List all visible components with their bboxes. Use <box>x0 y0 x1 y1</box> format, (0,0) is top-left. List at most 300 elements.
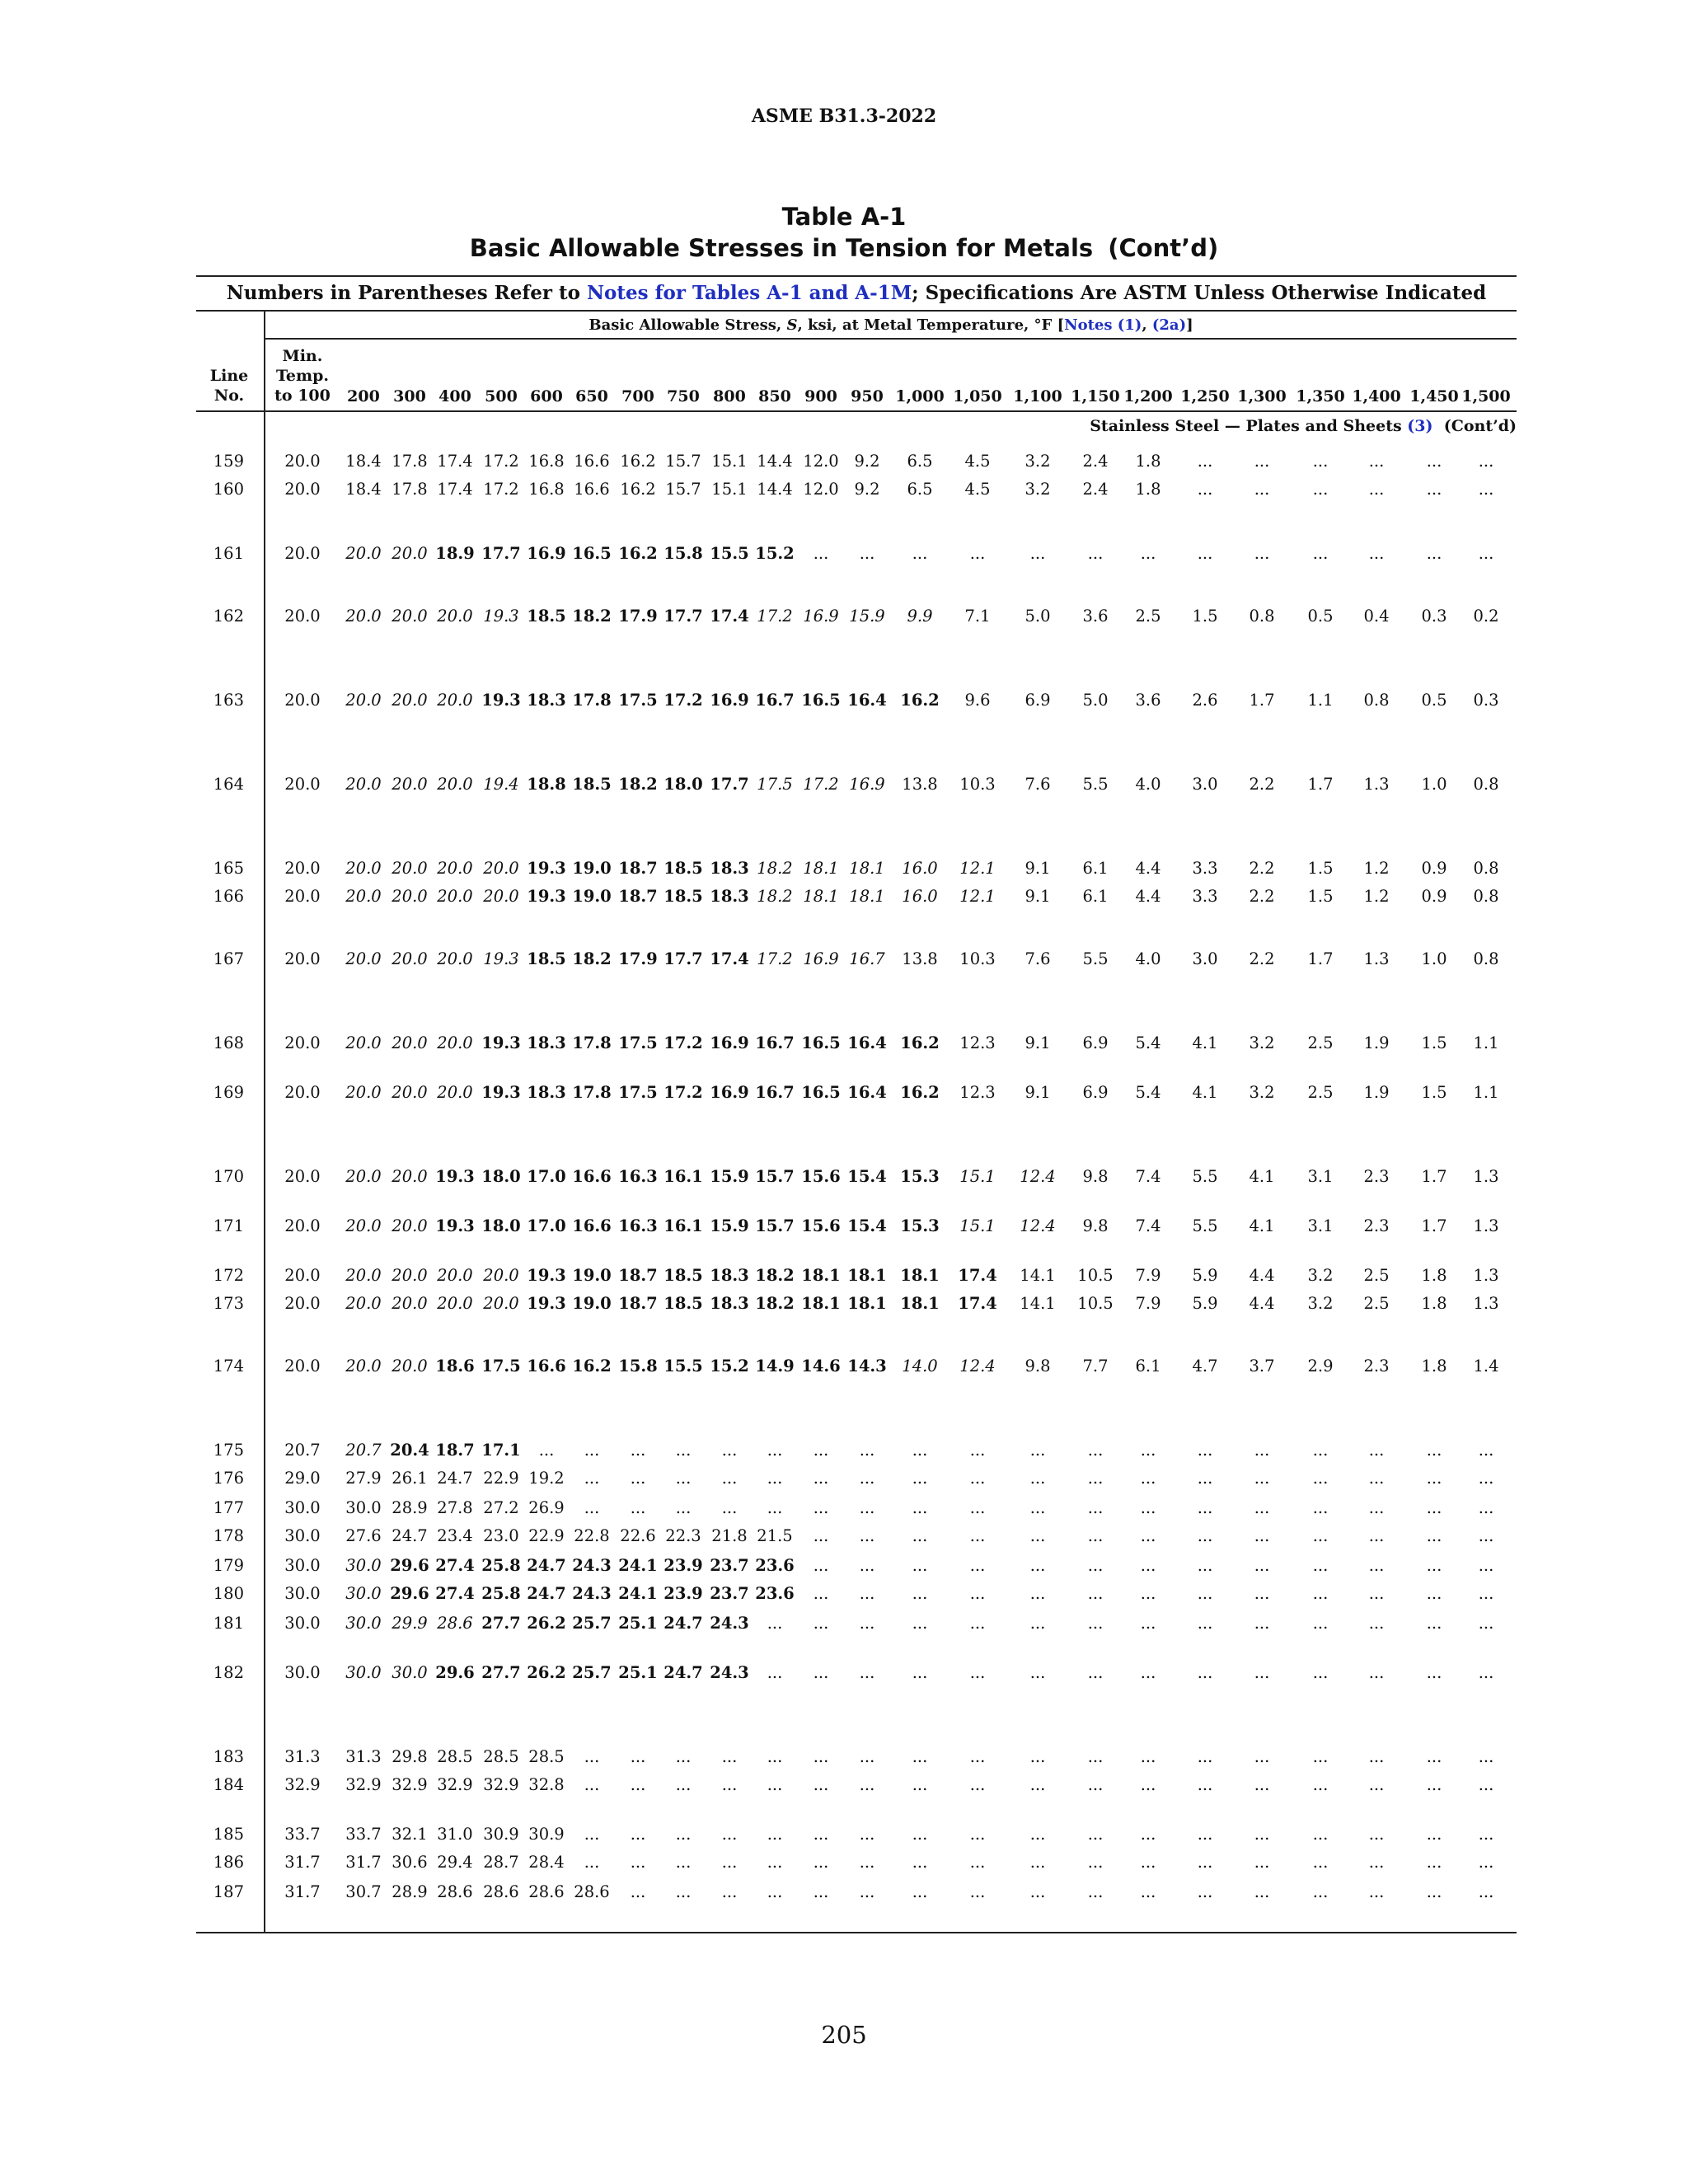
stress-value: 17.7 <box>663 949 703 968</box>
stress-value: 17.7 <box>710 775 749 794</box>
stress-value: ... <box>1029 1556 1046 1575</box>
stress-value: 0.5 <box>1421 691 1447 710</box>
stress-value: 12.4 <box>959 1357 996 1376</box>
stress-value: ... <box>1426 1747 1442 1766</box>
stress-value: 18.9 <box>435 544 475 563</box>
stress-value: 0.8 <box>1473 949 1499 968</box>
stress-value: 24.7 <box>527 1556 566 1575</box>
stress-value: ... <box>912 1526 928 1545</box>
stress-value: 15.5 <box>710 544 749 563</box>
stress-value: 17.5 <box>618 1083 658 1102</box>
note-1-link[interactable]: Notes (1) <box>1064 316 1142 334</box>
stress-value: 26.2 <box>527 1614 566 1633</box>
stress-value: ... <box>1140 1663 1156 1682</box>
stress-value: ... <box>1140 1498 1156 1517</box>
stress-value: ... <box>813 1747 829 1766</box>
min-temp-value: 30.0 <box>284 1584 321 1603</box>
temp-column-header: 1,050 <box>953 387 1002 405</box>
stress-value: 15.6 <box>801 1216 841 1235</box>
stress-value: ... <box>813 1614 829 1633</box>
stress-value: 0.8 <box>1363 691 1390 710</box>
stress-value: 3.2 <box>1025 452 1051 471</box>
stress-value: 20.0 <box>437 887 473 906</box>
stress-value: ... <box>1029 1469 1046 1488</box>
stress-value: 1.3 <box>1473 1294 1499 1313</box>
stress-value: 24.7 <box>392 1526 428 1545</box>
stress-value: 15.3 <box>900 1167 940 1186</box>
stress-value: ... <box>1478 1469 1494 1488</box>
stress-value: 32.9 <box>483 1775 519 1794</box>
stress-value: 3.0 <box>1192 949 1218 968</box>
stress-value: 23.4 <box>437 1526 473 1545</box>
stress-value: ... <box>912 1775 928 1794</box>
stress-value: ... <box>1478 452 1494 471</box>
stress-value: 20.0 <box>392 887 428 906</box>
stress-value: 14.4 <box>757 480 793 499</box>
stress-value: ... <box>1254 1747 1270 1766</box>
stress-value: ... <box>1312 1663 1329 1682</box>
stress-value: 18.2 <box>572 949 612 968</box>
stress-value: 17.5 <box>757 775 793 794</box>
stress-value: 14.1 <box>1020 1266 1056 1285</box>
stress-value: ... <box>1140 1584 1156 1603</box>
stress-value: 26.1 <box>392 1469 428 1488</box>
stress-value: 20.0 <box>345 544 382 563</box>
stress-value: 16.2 <box>572 1357 612 1376</box>
stress-value: 10.3 <box>959 949 996 968</box>
stress-value: 16.2 <box>618 544 658 563</box>
stress-value: 29.6 <box>390 1584 429 1603</box>
stress-value: ... <box>813 1526 829 1545</box>
stress-value: ... <box>1426 1614 1442 1633</box>
stress-value: ... <box>630 1775 646 1794</box>
stress-value: 0.5 <box>1307 607 1334 626</box>
stress-value: 28.5 <box>528 1747 565 1766</box>
stress-value: 22.8 <box>574 1526 610 1545</box>
stress-value: 32.9 <box>392 1775 428 1794</box>
stress-value: 15.5 <box>663 1357 703 1376</box>
stress-value: 28.5 <box>483 1747 519 1766</box>
stress-value: ... <box>675 1825 692 1844</box>
line-number: 160 <box>213 480 244 499</box>
page-number: 205 <box>821 2021 867 2049</box>
stress-value: 18.3 <box>710 887 749 906</box>
stress-value: 4.1 <box>1192 1033 1218 1052</box>
stress-value: ... <box>1478 1825 1494 1844</box>
line-number-column-header <box>196 366 262 405</box>
stress-value: ... <box>813 1498 829 1517</box>
stress-value: 1.5 <box>1421 1083 1447 1102</box>
stress-value: 15.4 <box>847 1216 887 1235</box>
min-temp-value: 20.0 <box>284 1266 321 1285</box>
stress-value: 2.3 <box>1363 1167 1390 1186</box>
stress-value: 16.7 <box>755 691 795 710</box>
stress-value: 27.4 <box>435 1556 475 1575</box>
stress-value: 12.0 <box>803 480 839 499</box>
stress-value: 20.0 <box>345 1357 382 1376</box>
stress-value: ... <box>859 1584 875 1603</box>
stress-value: ... <box>1254 1526 1270 1545</box>
stress-value: 16.6 <box>574 452 610 471</box>
stress-value: 28.9 <box>392 1882 428 1901</box>
stress-value: ... <box>1312 1556 1329 1575</box>
stress-value: ... <box>1140 1556 1156 1575</box>
stress-value: 27.2 <box>483 1498 519 1517</box>
stress-value: ... <box>767 1825 783 1844</box>
stress-value: 1.7 <box>1421 1216 1447 1235</box>
line-number: 174 <box>213 1357 244 1376</box>
min-temp-value: 20.0 <box>284 1167 321 1186</box>
subheading-rule <box>196 310 1517 312</box>
stress-value: 7.9 <box>1135 1266 1161 1285</box>
stress-value: ... <box>969 1663 986 1682</box>
stress-value: 2.5 <box>1363 1266 1390 1285</box>
stress-value: 20.0 <box>345 949 382 968</box>
stress-value: 20.0 <box>392 775 428 794</box>
stress-value: 3.2 <box>1249 1083 1275 1102</box>
note-3-link[interactable]: (3) <box>1407 417 1433 435</box>
stress-value: ... <box>969 1556 986 1575</box>
stress-value: 19.3 <box>527 1266 566 1285</box>
temp-column-header: 700 <box>621 387 654 405</box>
stress-value: ... <box>1426 1556 1442 1575</box>
stress-value: 17.5 <box>618 691 658 710</box>
stress-value: 19.0 <box>572 887 612 906</box>
temp-column-header: 1,350 <box>1296 387 1345 405</box>
stress-value: 5.5 <box>1192 1216 1218 1235</box>
stress-value: 24.3 <box>572 1584 612 1603</box>
stress-value: 28.5 <box>437 1747 473 1766</box>
line-number: 164 <box>213 775 244 794</box>
min-temp-value: 20.0 <box>284 887 321 906</box>
stress-value: ... <box>1087 1469 1104 1488</box>
stress-value: ... <box>1254 1775 1270 1794</box>
stress-value: ... <box>1426 1853 1442 1872</box>
stress-value: ... <box>859 1663 875 1682</box>
stress-value: ... <box>912 1853 928 1872</box>
stress-value: ... <box>1087 1526 1104 1545</box>
stress-value: ... <box>912 1584 928 1603</box>
stress-value: 30.9 <box>483 1825 519 1844</box>
stress-value: 15.7 <box>755 1216 795 1235</box>
min-temp-header-line1: Min. <box>282 347 323 365</box>
stress-value: ... <box>1197 1526 1213 1545</box>
stress-value: 14.9 <box>755 1357 795 1376</box>
subheading-suffix: ; Specifications Are ASTM Unless Otherwise Indicated <box>912 282 1487 304</box>
stress-value: ... <box>1312 1775 1329 1794</box>
stress-value: 15.8 <box>663 544 703 563</box>
stress-value: ... <box>721 1747 738 1766</box>
header-bottom-rule <box>196 410 1517 412</box>
stress-value: ... <box>1029 1441 1046 1460</box>
stress-value: ... <box>721 1882 738 1901</box>
stress-value: 19.2 <box>528 1469 565 1488</box>
temp-column-header: 1,250 <box>1180 387 1230 405</box>
stress-value: 19.3 <box>527 1294 566 1313</box>
stress-value: ... <box>767 1663 783 1682</box>
stress-value: ... <box>1312 480 1329 499</box>
stress-value: 14.0 <box>902 1357 938 1376</box>
stress-value: 16.1 <box>663 1167 703 1186</box>
stress-value: 17.2 <box>757 607 793 626</box>
min-temp-value: 31.7 <box>284 1882 321 1901</box>
stress-value: 24.1 <box>618 1584 658 1603</box>
line-number: 177 <box>213 1498 244 1517</box>
stress-value: 18.5 <box>663 1294 703 1313</box>
stress-value: 30.0 <box>345 1556 382 1575</box>
stress-value: 13.8 <box>902 949 938 968</box>
stress-value: 17.8 <box>392 480 428 499</box>
stress-value: 21.8 <box>711 1526 748 1545</box>
stress-value: 4.1 <box>1192 1083 1218 1102</box>
stress-value: 18.6 <box>435 1357 475 1376</box>
stress-value: 6.1 <box>1082 887 1109 906</box>
stress-value: ... <box>1029 1825 1046 1844</box>
stress-value: ... <box>1478 1614 1494 1633</box>
stress-value: ... <box>1478 1882 1494 1901</box>
stress-value: 20.0 <box>345 775 382 794</box>
stress-value: 17.9 <box>618 949 658 968</box>
stress-value: ... <box>1368 1663 1385 1682</box>
stress-value: 17.0 <box>527 1167 566 1186</box>
temp-column-header: 200 <box>347 387 380 405</box>
stress-value: 15.2 <box>710 1357 749 1376</box>
line-number: 162 <box>213 607 244 626</box>
stress-value: 2.6 <box>1192 691 1218 710</box>
stress-value: ... <box>859 544 875 563</box>
stress-value: ... <box>1254 1882 1270 1901</box>
stress-value: 15.9 <box>710 1216 749 1235</box>
min-temp-value: 20.0 <box>284 1033 321 1052</box>
stress-value: 1.5 <box>1307 887 1334 906</box>
stress-value: ... <box>1197 1747 1213 1766</box>
stress-value: 16.5 <box>801 691 841 710</box>
stress-value: ... <box>1478 1498 1494 1517</box>
stress-value: ... <box>859 1882 875 1901</box>
stress-value: ... <box>1312 1747 1329 1766</box>
stress-value: 19.0 <box>572 859 612 878</box>
stress-value: 17.9 <box>618 607 658 626</box>
stress-value: 18.5 <box>663 887 703 906</box>
stress-value: ... <box>1426 1775 1442 1794</box>
stress-value: 19.3 <box>435 1167 475 1186</box>
stress-value: 16.3 <box>618 1216 658 1235</box>
stress-value: ... <box>630 1747 646 1766</box>
stress-value: 2.4 <box>1082 480 1109 499</box>
line-number: 181 <box>213 1614 244 1633</box>
stress-value: 20.0 <box>483 1266 519 1285</box>
stress-value: 16.3 <box>618 1167 658 1186</box>
stress-value: 30.0 <box>392 1663 428 1682</box>
stress-value: 2.2 <box>1249 859 1275 878</box>
stress-value: 24.3 <box>710 1663 749 1682</box>
stress-value: ... <box>1087 1825 1104 1844</box>
stress-value: ... <box>1368 1526 1385 1545</box>
stress-value: 1.5 <box>1307 859 1334 878</box>
stress-value: ... <box>767 1775 783 1794</box>
stress-value: 16.0 <box>902 859 938 878</box>
stress-value: 16.6 <box>527 1357 566 1376</box>
stress-value: 7.6 <box>1025 949 1051 968</box>
stress-value: ... <box>584 1498 600 1517</box>
stress-value: ... <box>1197 1663 1213 1682</box>
stress-value: ... <box>1368 1853 1385 1872</box>
temp-column-header: 1,450 <box>1409 387 1459 405</box>
stress-value: ... <box>1426 544 1442 563</box>
stress-value: 17.8 <box>572 691 612 710</box>
stress-value: 0.9 <box>1421 887 1447 906</box>
stress-value: ... <box>1029 1498 1046 1517</box>
stress-value: ... <box>912 1882 928 1901</box>
stress-value: ... <box>1140 1747 1156 1766</box>
min-temp-value: 30.0 <box>284 1498 321 1517</box>
line-number: 168 <box>213 1033 244 1052</box>
stress-value: 6.5 <box>907 452 933 471</box>
stress-value: 5.4 <box>1135 1083 1161 1102</box>
stress-value: ... <box>969 1825 986 1844</box>
stress-value: ... <box>1426 1663 1442 1682</box>
stress-value: ... <box>1426 1526 1442 1545</box>
stress-value: ... <box>1368 1614 1385 1633</box>
stress-value: ... <box>813 544 829 563</box>
notes-link[interactable]: Notes for Tables A-1 and A-1M <box>587 282 912 304</box>
stress-value: 17.7 <box>663 607 703 626</box>
stress-value: ... <box>1254 452 1270 471</box>
stress-value: 3.2 <box>1307 1294 1334 1313</box>
stress-value: 18.8 <box>527 775 566 794</box>
stress-value: 5.0 <box>1025 607 1051 626</box>
stress-value: ... <box>912 1663 928 1682</box>
stress-value: 1.3 <box>1363 775 1390 794</box>
subheading-prefix: Numbers in Parentheses Refer to <box>226 282 588 304</box>
stress-value: 7.1 <box>964 607 991 626</box>
stress-value: ... <box>1087 1584 1104 1603</box>
stress-value: ... <box>630 1882 646 1901</box>
stress-value: ... <box>912 1556 928 1575</box>
line-number: 176 <box>213 1469 244 1488</box>
min-temp-value: 20.0 <box>284 949 321 968</box>
stress-value: ... <box>1029 1775 1046 1794</box>
stress-value: 17.7 <box>481 544 521 563</box>
stress-value: ... <box>1087 1498 1104 1517</box>
stress-value: 15.1 <box>711 480 748 499</box>
stress-value: 0.3 <box>1421 607 1447 626</box>
stress-value: 0.2 <box>1473 607 1499 626</box>
stress-value: ... <box>1029 1663 1046 1682</box>
stress-value: 15.8 <box>618 1357 658 1376</box>
stress-value: ... <box>1140 1469 1156 1488</box>
stress-value: ... <box>1087 1775 1104 1794</box>
temp-column-header: 900 <box>804 387 837 405</box>
note-2a-link[interactable]: (2a) <box>1151 316 1187 334</box>
stress-value: 4.4 <box>1249 1294 1275 1313</box>
stress-value: ... <box>1254 1498 1270 1517</box>
stress-value: 20.0 <box>345 1083 382 1102</box>
stress-value: ... <box>630 1441 646 1460</box>
stress-value: 17.4 <box>958 1266 997 1285</box>
stress-value: ... <box>1029 1853 1046 1872</box>
stress-value: 18.1 <box>801 1294 841 1313</box>
stress-value: 17.4 <box>710 949 749 968</box>
stress-value: 18.1 <box>900 1266 940 1285</box>
stress-value: 25.1 <box>618 1663 658 1682</box>
stress-value: ... <box>1478 1556 1494 1575</box>
stress-value: ... <box>1087 1441 1104 1460</box>
line-number: 187 <box>213 1882 244 1901</box>
stress-value: 23.6 <box>755 1556 795 1575</box>
stress-value: 1.3 <box>1473 1167 1499 1186</box>
stress-value: ... <box>813 1584 829 1603</box>
stress-value: 23.9 <box>663 1584 703 1603</box>
stress-value: ... <box>859 1441 875 1460</box>
temp-column-header: 1,200 <box>1123 387 1173 405</box>
stress-value: ... <box>675 1747 692 1766</box>
stress-value: 16.7 <box>755 1033 795 1052</box>
stress-value: ... <box>1029 1747 1046 1766</box>
stress-value: 16.7 <box>755 1083 795 1102</box>
stress-value: 24.7 <box>663 1614 703 1633</box>
stress-value: 15.4 <box>847 1167 887 1186</box>
stress-value: ... <box>1368 1882 1385 1901</box>
stress-value: 19.0 <box>572 1294 612 1313</box>
stress-value: 17.4 <box>710 607 749 626</box>
stress-value: 1.2 <box>1363 859 1390 878</box>
stress-value: 18.7 <box>435 1441 475 1460</box>
line-number: 172 <box>213 1266 244 1285</box>
stress-value: ... <box>1087 1614 1104 1633</box>
min-temp-value: 30.0 <box>284 1556 321 1575</box>
min-temp-header-line3: to 100 <box>274 387 331 405</box>
stress-value: 6.5 <box>907 480 933 499</box>
stress-value: ... <box>630 1853 646 1872</box>
stress-value: ... <box>1312 452 1329 471</box>
stress-value: 18.1 <box>900 1294 940 1313</box>
stress-value: 20.0 <box>437 1294 473 1313</box>
stress-value: 30.6 <box>392 1853 428 1872</box>
table-caption <box>0 232 1688 264</box>
stress-value: ... <box>859 1526 875 1545</box>
stress-value: ... <box>813 1882 829 1901</box>
stress-value: ... <box>969 1882 986 1901</box>
temp-column-header: 400 <box>438 387 471 405</box>
stress-value: 1.2 <box>1363 887 1390 906</box>
stress-value: 12.1 <box>959 859 996 878</box>
stress-value: 2.3 <box>1363 1357 1390 1376</box>
stress-value: ... <box>1312 1882 1329 1901</box>
stress-value: ... <box>767 1469 783 1488</box>
stress-value: ... <box>1087 1853 1104 1872</box>
stress-value: 14.4 <box>757 452 793 471</box>
stress-value: ... <box>1197 1825 1213 1844</box>
stress-value: 4.4 <box>1135 887 1161 906</box>
stress-value: 16.9 <box>710 691 749 710</box>
stress-value: 0.4 <box>1363 607 1390 626</box>
stress-value: ... <box>1029 1526 1046 1545</box>
stress-value: ... <box>912 1614 928 1633</box>
min-temp-value: 33.7 <box>284 1825 321 1844</box>
stress-value: 19.3 <box>483 949 519 968</box>
stress-value: ... <box>767 1853 783 1872</box>
stress-value: 18.7 <box>618 1266 658 1285</box>
stress-value: 4.4 <box>1249 1266 1275 1285</box>
stress-value: ... <box>1478 1747 1494 1766</box>
stress-value: ... <box>1368 1469 1385 1488</box>
min-temp-header-line2: Temp. <box>275 367 330 385</box>
stress-value: 6.9 <box>1082 1083 1109 1102</box>
stress-value: 16.8 <box>528 480 565 499</box>
stress-value: 1.3 <box>1473 1266 1499 1285</box>
stress-value: ... <box>1197 1614 1213 1633</box>
